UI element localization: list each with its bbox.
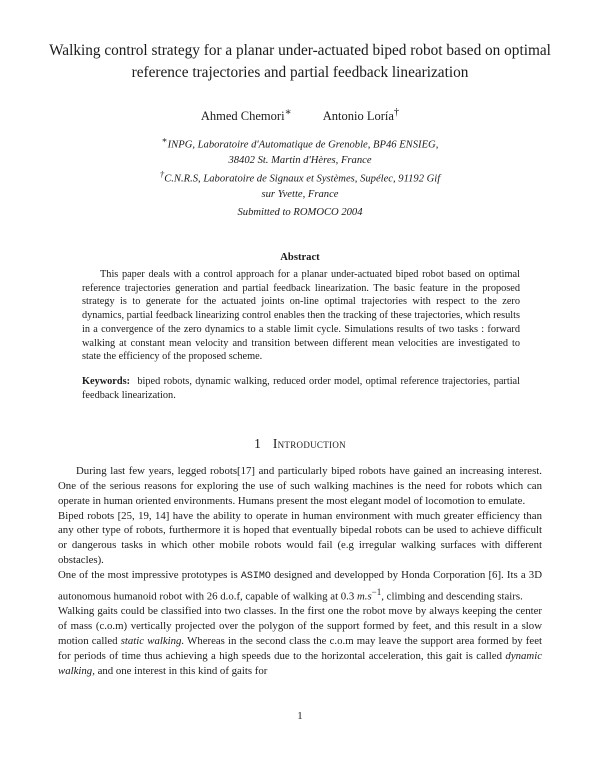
paragraph-text: designed and developped by Honda Corporation [6]. Its a 3D autonomous humanoid robot with 26 d.o.f, capable of walking at 0.3 [58,568,543,603]
paragraph: Biped robots [25, 19, 14] have the ability to operate in human environment with much greater efficiency than any other type of robots, furthermore it is hoped that eventually bipedal robots can be used to achieve difficult or dangerous tasks in which other mobile robots would fail (e.g irregular walking surfaces with different obstacles). [58,509,542,567]
section-body [58,464,542,678]
keywords-text: biped robots, dynamic walking, reduced order model, optimal reference trajectories, partial feedback linearization. [82,376,520,401]
affiliation-line: 38402 St. Martin d'Hères, France [228,154,372,166]
term-static-walking: static walking. [120,634,185,647]
section-title: Introduction [272,436,346,451]
unit-exponent: −1 [371,586,382,597]
page-number: 1 [297,710,303,722]
abstract-text: This paper deals with a control approach for a planar under-actuated biped robot based on optimal reference trajectories generation and partial feedback linearization. The basic feature in the proposed strategy is to generate for the actuated joints on-line optimal trajectories with respect to the zero dynamics, partial feedback linearizing control enables then the tracking of these trajectories, which results in a convergence of the zero dynamics to a stable limit cycle. Simulations results of two tasks : forward walking at constant mean velocity and transition between different mean velocities are investigated to state the efficiency of the proposed scheme. [82,269,520,363]
paragraph [58,604,542,678]
paragraph-text: , climbing and descending stairs. [381,590,523,603]
keywords [82,375,520,403]
robot-name: ASIMO [240,570,271,582]
author [323,109,399,123]
keywords-label: Keywords: [82,376,131,387]
abstract-heading: Abstract [280,252,320,263]
author-mark: † [393,107,400,118]
affiliation-mark: ∗ [161,135,168,145]
affiliation-line: C.N.R.S, Laboratoire de Signaux et Systèmes, Supélec, 91192 Gif [164,173,441,185]
term-dynamic-walking: dynamic walking, [58,649,542,677]
affiliation-mark: † [159,169,165,179]
paragraph-text: Walking gaits could be classified into two classes. In the first one the robot move by always keeping the center of mass (c.o.m) vertically projected over the polygon of the support formed by feet, and this result in a slow motion called [58,605,542,647]
paragraph-text: and one interest in this kind of gaits for [94,664,268,677]
paragraph-text: One of the most impressive prototypes is [58,568,241,581]
affiliation-line: sur Yvette, France [261,188,339,200]
paragraph: During last few years, legged robots[17] and particularly biped robots have gained an increasing interest. One of the serious reasons for exploring the use of such walking machines is the need for robots which can operate in human oriented environments. Humans present the most elegant model of locomotion to emulate. [58,465,542,507]
affiliation [120,167,480,202]
affiliation-line: INPG, Laboratoire d'Automatique de Grenoble, BP46 ENSIEG, [167,139,439,151]
author-mark: ∗ [284,107,292,118]
paragraph-text: Whereas in the second class the c.o.m may leave the support area formed by feet for periods of time thus achieving a high speeds due to the horizontal acceleration, this gait is called [58,634,542,662]
author [201,109,292,123]
section-number: 1 [254,436,261,451]
paper-title: Walking control strategy for a planar under-actuated biped robot based on optimal reference trajectories and partial feedback linearization [49,42,551,81]
affiliation [120,133,480,168]
author-name: Ahmed Chemori [200,109,285,124]
author-name: Antonio Loría [322,109,394,124]
submission-note: Submitted to ROMOCO 2004 [237,207,363,218]
author-list [0,106,600,124]
section-heading [0,436,600,452]
paragraph [58,568,542,604]
unit: m.s [356,590,372,603]
